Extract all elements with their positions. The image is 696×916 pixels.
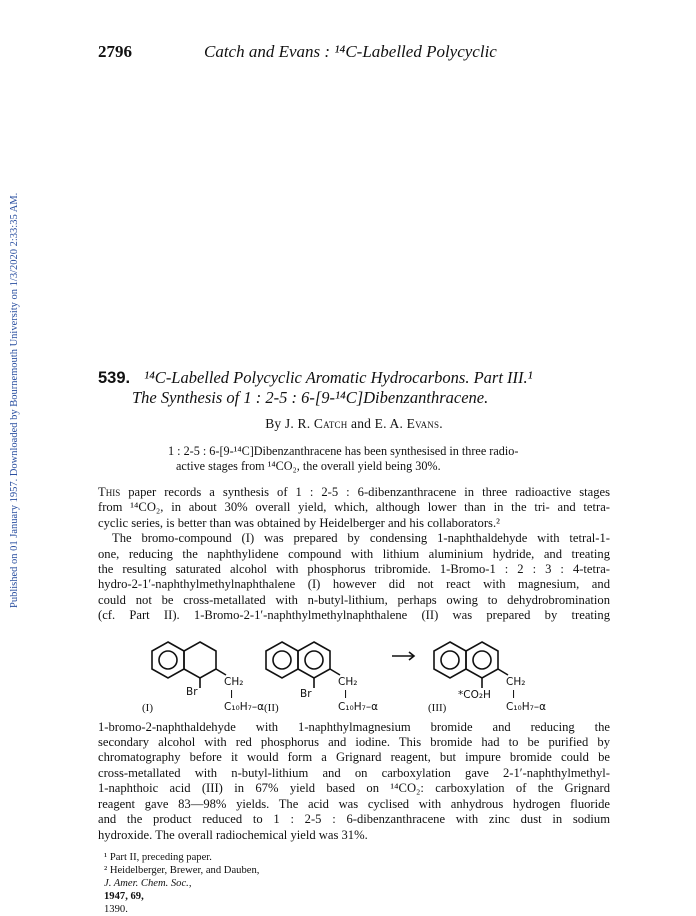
abstract-line: 1 : 2-5 : 6-[9-¹⁴C]Dibenzanthracene has been synthesised in three radio- [168, 444, 519, 458]
aromatic-circle [273, 651, 291, 669]
ring [266, 642, 298, 678]
paragraph-1 [98, 485, 610, 531]
paragraph-line: reagent gave 83—98% yields. The acid was cyclised with anhydrous hydrogen fluoride [98, 796, 610, 811]
bond-mark: I [230, 688, 234, 701]
author-2-surname: Evans. [406, 416, 443, 431]
ch2-label: CH₂ [338, 675, 358, 688]
paragraph-line: one, reducing the naphthylidene compound with lithium aluminium hydride, and treating [98, 546, 610, 561]
article-number: 539. [98, 369, 131, 387]
abstract [168, 444, 548, 474]
reaction-scheme [98, 632, 610, 720]
author-1-surname: Catch [313, 416, 348, 431]
authors-and: and E. A. [351, 416, 404, 431]
page-number: 2796 [98, 42, 132, 61]
paragraph-line: cross-metallated with n-butyl-lithium and on carboxylation gave 2-1′-naphthylmethyl- [98, 765, 610, 780]
paragraph-3 [98, 720, 610, 843]
paragraph-line: hydroxide. The overall radiochemical yield was 31%. [98, 827, 368, 842]
article-title [98, 368, 610, 388]
paragraph-line: could not be cross-metallated with n-butyl-lithium, perhaps owing to dehydrobromination [98, 592, 610, 607]
title-line-2: The Synthesis of 1 : 2-5 : 6-[9-¹⁴C]Dibenzanthracene. [132, 388, 489, 407]
ring [184, 642, 216, 678]
paragraph-line: the resulting saturated alcohol with phosphorus tribromide. 1-Bromo-1 : 2 : 3 : 4-tetra- [98, 562, 610, 577]
abstract-line: active stages from ¹⁴CO₂, the overall yield being 30%. [176, 459, 441, 473]
aromatic-circle [473, 651, 491, 669]
paragraph-2 [98, 531, 610, 623]
compound-label-3: (III) [428, 701, 447, 714]
compound-label-1: (I) [142, 701, 153, 714]
substituent-label: C₁₀H₇–α [224, 700, 265, 713]
title-line-1: ¹⁴C-Labelled Polycyclic Aromatic Hydrocarbons. Part III.¹ [144, 368, 533, 387]
paragraph-line: 1-naphthoic acid (III) in 67% yield based on ¹⁴CO₂: carboxylation of the Grignard [98, 781, 610, 796]
paragraph-line: secondary alcohol with red phosphorus and iodine. This bromide had to be purified by [98, 735, 610, 750]
line-text: paper records a synthesis of 1 : 2-5 : 6-dibenzanthracene in three radioactive stages [120, 485, 610, 499]
bond-mark: I [344, 688, 348, 701]
authors [98, 416, 610, 432]
article [98, 368, 610, 916]
ring [298, 642, 330, 678]
bond-mark: I [512, 688, 516, 701]
paragraph-line: The bromo-compound (I) was prepared by condensing 1-naphthaldehyde with tetral-1- [112, 531, 610, 546]
footnote-2 [104, 864, 610, 916]
aromatic-circle [305, 651, 323, 669]
substituent-label: C₁₀H₇–α [338, 700, 379, 713]
paragraph-line: (cf. Part II). 1-Bromo-2-1′-naphthylmethylnaphthalene (II) was prepared by treating [98, 608, 610, 623]
br-label: Br [186, 685, 198, 698]
carboxyl-label: *CO₂H [458, 688, 491, 701]
authors-by: By J. R. [265, 416, 311, 431]
ring [466, 642, 498, 678]
download-watermark: Published on 01 January 1957. Downloaded by Bournemouth University on 1/3/2020 2:33:35 AM. [9, 192, 20, 608]
footnotes [98, 851, 610, 916]
footnote-page: 1390. [104, 903, 128, 915]
paragraph-line [98, 485, 610, 500]
footnote-year-volume: 1947, 69, [104, 890, 144, 902]
paragraph-line: cyclic series, is better than was obtained by Heidelberger and his collaborators.² [98, 515, 500, 530]
paragraph-line: chromatography before it would form a Grignard reagent, but impure bromide could be [98, 750, 610, 765]
running-title: Catch and Evans : ¹⁴C-Labelled Polycyclic [204, 42, 497, 61]
substituent-label: C₁₀H₇–α [506, 700, 547, 713]
lead-word: This [98, 485, 121, 499]
paragraph-line: and the product reduced to 1 : 2-5 : 6-dibenzanthracene with zinc dust in sodium [98, 812, 610, 827]
paragraph-line: hydro-2-1′-naphthylmethylnaphthalene (I) however did not react with magnesium, and [98, 577, 610, 592]
footnote-journal: J. Amer. Chem. Soc., [104, 877, 192, 889]
compound-label-2: (II) [264, 701, 279, 714]
ch2-label: CH₂ [224, 675, 244, 688]
aromatic-circle [159, 651, 177, 669]
ch2-label: CH₂ [506, 675, 526, 688]
aromatic-circle [441, 651, 459, 669]
running-header [98, 42, 636, 66]
paragraph-line: 1-bromo-2-naphthaldehyde with 1-naphthylmagnesium bromide and reducing the [98, 719, 610, 734]
paragraph-line: from ¹⁴CO₂, in about 30% overall yield, which, although lower than in the tri- and tetra- [98, 500, 610, 515]
ring [152, 642, 184, 678]
br-label: Br [300, 687, 312, 700]
ring [434, 642, 466, 678]
footnote-1: ¹ Part II, preceding paper. [104, 851, 212, 863]
footnote-authors: ² Heidelberger, Brewer, and Dauben, [104, 864, 260, 876]
